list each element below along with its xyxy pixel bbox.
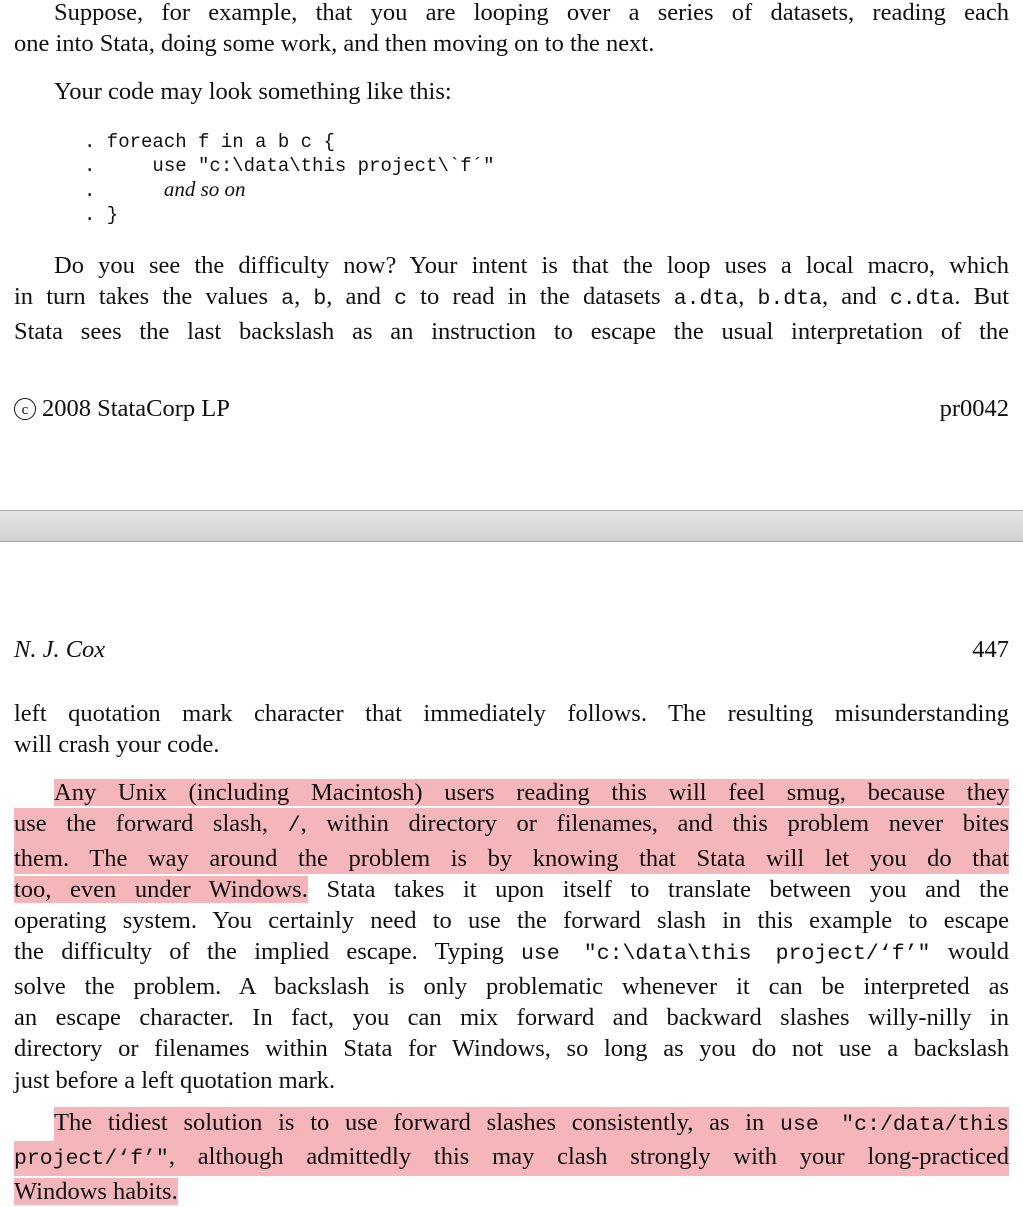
highlight [54, 1107, 1009, 1141]
unix-paragraph [14, 777, 1009, 1096]
copyright-footer [14, 394, 230, 424]
text-run: . But [954, 283, 1010, 311]
code-dot: . [84, 180, 96, 202]
highlight: Any Unix (including Macintosh) users reading this will feel smug, because they [54, 779, 1009, 806]
highlighted-line [14, 1107, 1009, 1141]
continuation-paragraph [14, 698, 1009, 761]
highlighted-line [14, 777, 1009, 808]
text-run: , although admittedly this may clash strongly with your long-practiced [168, 1143, 1009, 1171]
text-run: to read in the datasets [406, 283, 674, 311]
highlighted-line: them. The way around the problem is by knowing that Stata will let you do that [14, 843, 1009, 874]
text-line: left quotation mark character that immediately follows. The resulting misunderstanding [14, 700, 1009, 727]
tidiest-paragraph [14, 1107, 1009, 1207]
code-line [84, 178, 494, 204]
code-placeholder: and so on [163, 177, 246, 201]
inline-code: b [313, 287, 327, 312]
inline-code: a.dta [673, 287, 739, 312]
text-run: , within directory or filenames, and this problem never bites [300, 810, 1009, 838]
text-run: , and [822, 283, 890, 311]
inline-code: / [287, 814, 301, 839]
text-run: , and [326, 283, 395, 311]
text-run: in turn takes the values [14, 283, 282, 311]
running-head-author: N. J. Cox [14, 636, 106, 663]
inline-code: project/‘f’" [14, 1147, 169, 1172]
text-run: , [294, 283, 314, 311]
inline-code: b.dta [757, 287, 822, 312]
inline-code: c [394, 287, 407, 312]
text-line: solve the problem. A backslash is only problematic whenever it can be interpreted as [14, 972, 1009, 1000]
current-page [0, 542, 1023, 1205]
text-line: Suppose, for example, that you are looping over a series of datasets, reading each [54, 0, 1009, 26]
code-block [84, 131, 494, 227]
text-line: Do you see the difficulty now? Your intent is that the loop uses a local macro, which [54, 252, 1009, 279]
text-run: The tidiest solution is to use forward slashes consistently, as in [54, 1109, 781, 1136]
text-line: Your code may look something like this: [54, 78, 452, 105]
text-line: Stata sees the last backslash as an instruction to escape the usual interpretation of the [14, 317, 1009, 345]
highlight: too, even under Windows. [14, 875, 308, 903]
text-line: operating system. You certainly need to use the forward slash in this example to escape [14, 907, 1009, 935]
highlight: Windows habits. [14, 1177, 178, 1205]
highlighted-line [14, 808, 1009, 842]
text-line [14, 281, 1009, 315]
copyright-text: 2008 StataCorp LP [42, 395, 230, 422]
text-line [14, 936, 1009, 970]
intro-paragraph [14, 0, 1009, 60]
page-separator [0, 510, 1023, 542]
text-line: one into Stata, doing some work, and then moving on to the next. [14, 30, 655, 58]
text-run: the difficulty of the implied escape. Typing [14, 938, 522, 966]
previous-page [0, 0, 1023, 510]
article-code: pr0042 [939, 395, 1009, 422]
code-line: . foreach f in a b c { [84, 131, 335, 153]
code-intro-paragraph [14, 76, 1009, 107]
text-line: will crash your code. [14, 731, 220, 759]
highlighted-line [14, 1176, 1009, 1207]
text-line: an escape character. In fact, you can mix forward and backward slashes willy-nilly in [14, 1004, 1009, 1032]
text-run: use the forward slash, [14, 810, 288, 838]
difficulty-paragraph [14, 250, 1009, 347]
code-line: . } [84, 203, 119, 226]
inline-code: use "c:\data\this project/‘f’" [521, 942, 931, 967]
text-run: Stata takes it upon itself to translate between you and the [307, 875, 1010, 903]
inline-code: a [281, 287, 295, 312]
text-run: , [738, 283, 758, 311]
inline-code: use "c:/data/this [780, 1113, 1009, 1137]
code-line: . use "c:\data\this project\`f´" [84, 154, 495, 177]
highlighted-line [14, 1141, 1009, 1175]
copyright-icon: c [14, 398, 36, 420]
text-line: just before a left quotation mark. [14, 1066, 336, 1094]
text-line: directory or filenames within Stata for Windows, so long as you do not use a backslash [14, 1035, 1009, 1063]
page-number: 447 [972, 636, 1009, 663]
text-run: would [930, 938, 1010, 966]
text-line [14, 874, 1009, 905]
inline-code: c.dta [889, 287, 955, 312]
